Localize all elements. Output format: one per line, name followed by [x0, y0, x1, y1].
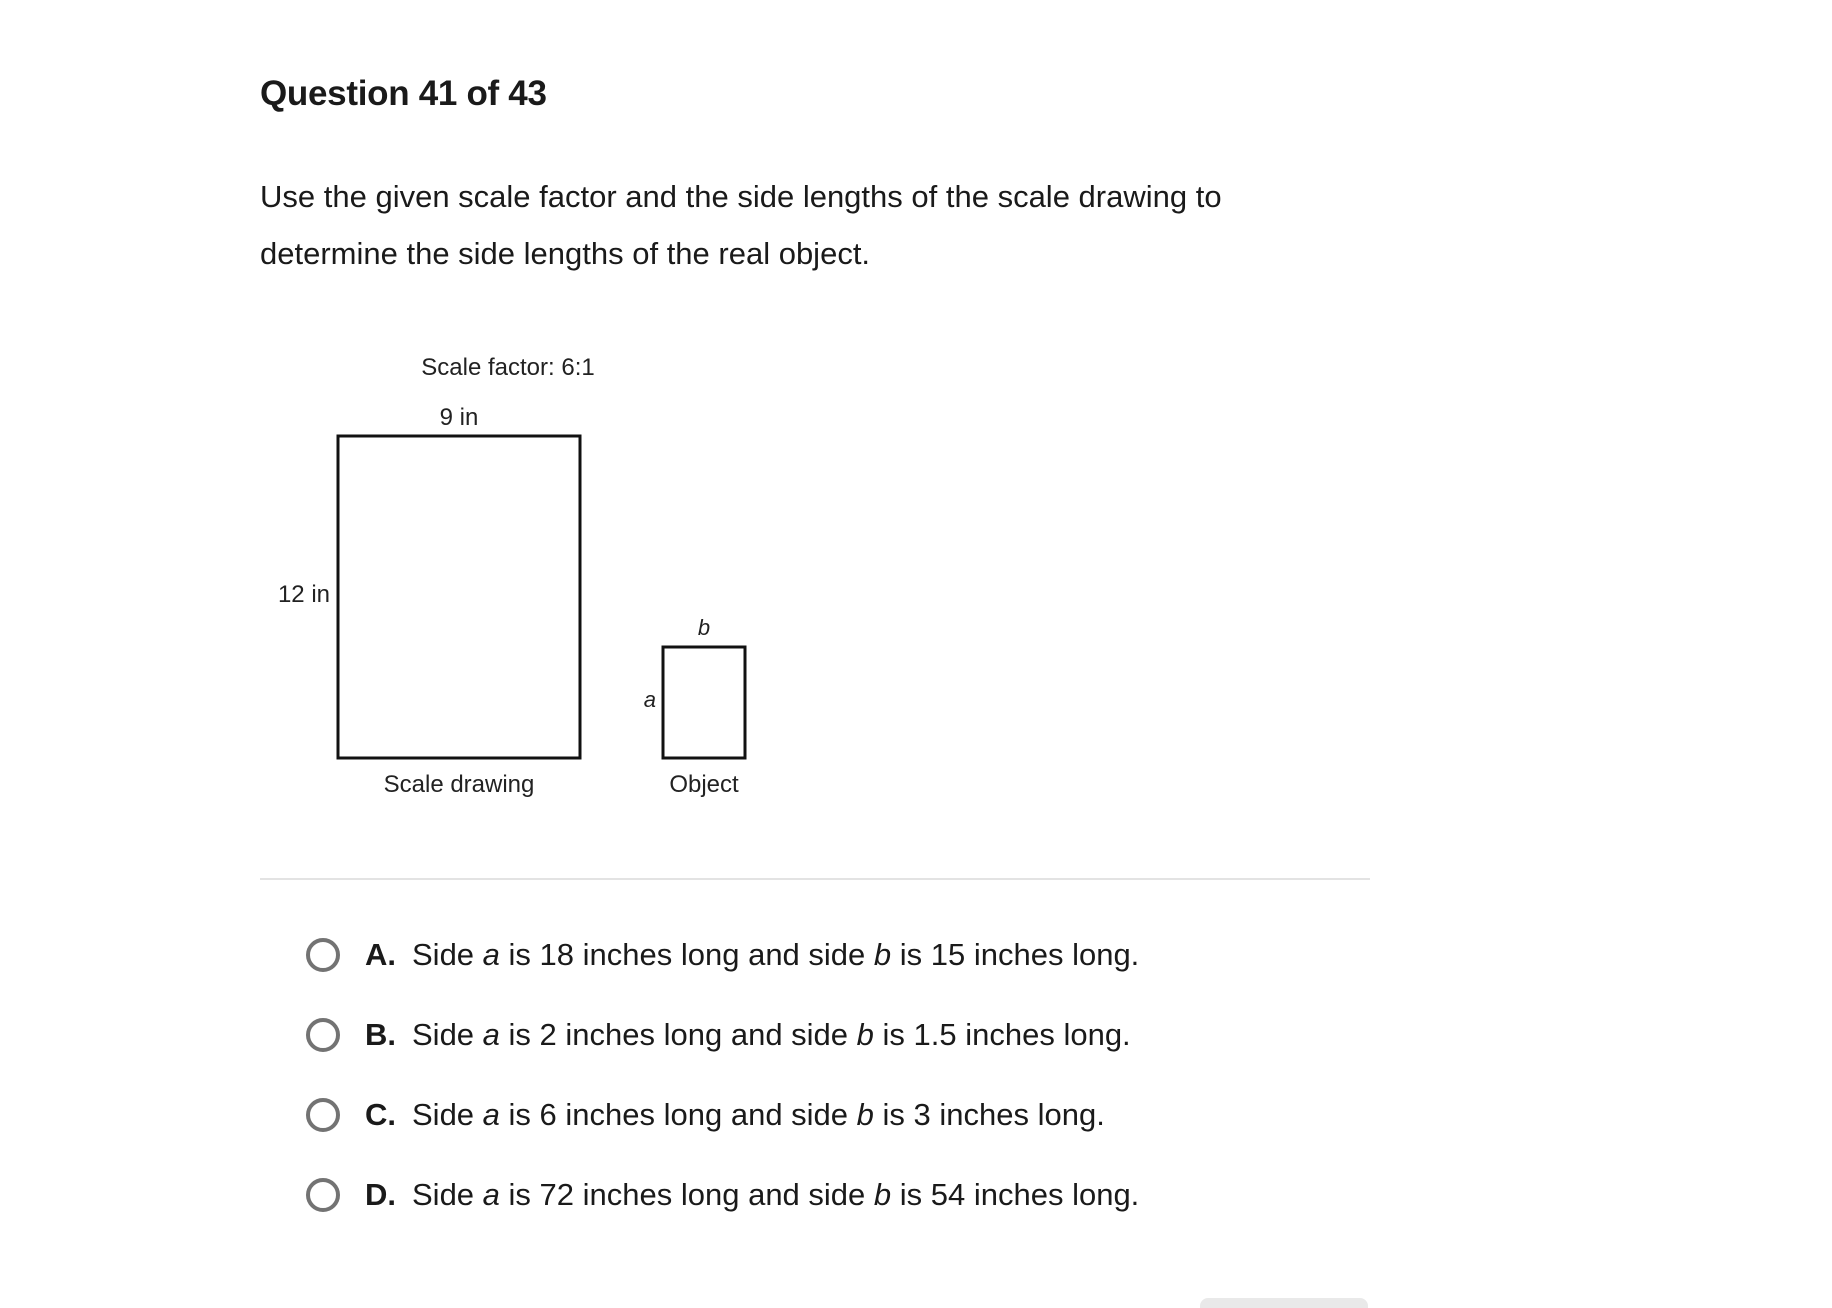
- answer-choices: [306, 934, 1406, 1254]
- scale-factor-label: Scale factor: 6:1: [421, 354, 595, 381]
- question-counter: Question 41 of 43: [260, 74, 547, 113]
- drawing-width-label: 9 in: [439, 404, 479, 431]
- choice-text: Side a is 72 inches long and side b is 54 inches long.: [412, 1177, 1140, 1212]
- scale-drawing-caption: Scale drawing: [383, 771, 535, 798]
- drawing-height-label: 12 in: [277, 581, 330, 608]
- choice-letter: C.: [365, 1097, 396, 1132]
- choice-c[interactable]: [306, 1094, 1406, 1136]
- scale-drawing-rectangle: [338, 436, 580, 758]
- divider: [260, 878, 1370, 880]
- choice-text: Side a is 18 inches long and side b is 15 inches long.: [412, 937, 1140, 972]
- object-height-label: a: [643, 687, 656, 712]
- choice-text: Side a is 2 inches long and side b is 1.5 inches long.: [412, 1017, 1131, 1052]
- radio-button[interactable]: [306, 938, 340, 972]
- scale-diagram-svg: [260, 330, 820, 830]
- object-rectangle: [663, 647, 745, 758]
- radio-button[interactable]: [306, 1018, 340, 1052]
- choice-text: Side a is 6 inches long and side b is 3 inches long.: [412, 1097, 1105, 1132]
- object-caption: Object: [669, 771, 739, 798]
- radio-button[interactable]: [306, 1178, 340, 1212]
- choice-letter: D.: [365, 1177, 396, 1212]
- next-button[interactable]: [1200, 1298, 1368, 1308]
- object-width-label: b: [697, 615, 711, 640]
- radio-button[interactable]: [306, 1098, 340, 1132]
- choice-b[interactable]: [306, 1014, 1406, 1056]
- choice-a[interactable]: [306, 934, 1406, 976]
- choice-d[interactable]: [306, 1174, 1406, 1216]
- choice-letter: A.: [365, 937, 396, 972]
- choice-letter: B.: [365, 1017, 396, 1052]
- question-prompt: Use the given scale factor and the side lengths of the scale drawing to determine the side lengths of the real object.: [260, 179, 1222, 271]
- scale-diagram: [260, 330, 820, 830]
